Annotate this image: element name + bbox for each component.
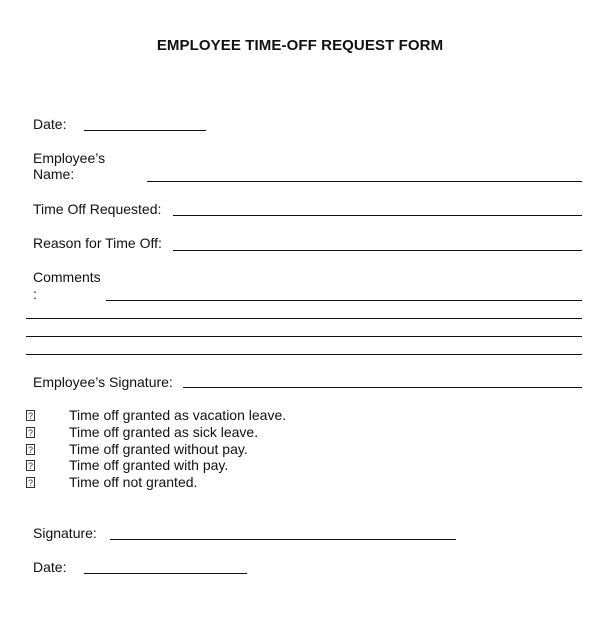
employee-name-label-line2: Name: — [33, 166, 75, 182]
option-with-pay-label: Time off granted with pay. — [69, 457, 229, 473]
checkbox-vacation[interactable]: ? — [27, 411, 33, 421]
approval-signature-field-line[interactable] — [110, 539, 456, 540]
employee-signature-field-line[interactable] — [183, 387, 582, 388]
checkbox-sick[interactable]: ? — [27, 428, 33, 438]
checkbox-not-granted[interactable]: ? — [27, 478, 33, 488]
date-field-line[interactable] — [84, 130, 206, 131]
option-vacation-label: Time off granted as vacation leave. — [69, 407, 287, 423]
reason-label: Reason for Time Off: — [33, 235, 162, 251]
employee-name-field-line[interactable] — [147, 181, 582, 182]
time-off-requested-field-line[interactable] — [173, 215, 582, 216]
comments-label-line1: Comments — [33, 269, 101, 285]
option-not-granted-label: Time off not granted. — [69, 474, 198, 490]
reason-field-line[interactable] — [173, 250, 582, 251]
employee-signature-label: Employee’s Signature: — [33, 374, 173, 390]
time-off-requested-label: Time Off Requested: — [33, 201, 162, 217]
comments-label-line2: : — [33, 286, 37, 302]
comments-line-4[interactable] — [26, 354, 582, 355]
option-sick-label: Time off granted as sick leave. — [69, 424, 259, 440]
comments-line-2[interactable] — [26, 318, 582, 319]
comments-line-1[interactable] — [106, 300, 582, 301]
option-without-pay-label: Time off granted without pay. — [69, 441, 248, 457]
approval-date-field-line[interactable] — [84, 573, 247, 574]
employee-name-label-line1: Employee’s — [33, 150, 106, 166]
date-label: Date: — [33, 116, 67, 132]
approval-date-label: Date: — [33, 559, 67, 575]
comments-line-3[interactable] — [26, 336, 582, 337]
checkbox-with-pay[interactable]: ? — [27, 461, 33, 471]
form-title: EMPLOYEE TIME-OFF REQUEST FORM — [156, 37, 444, 54]
checkbox-without-pay[interactable]: ? — [27, 445, 33, 455]
approval-signature-label: Signature: — [33, 525, 97, 541]
